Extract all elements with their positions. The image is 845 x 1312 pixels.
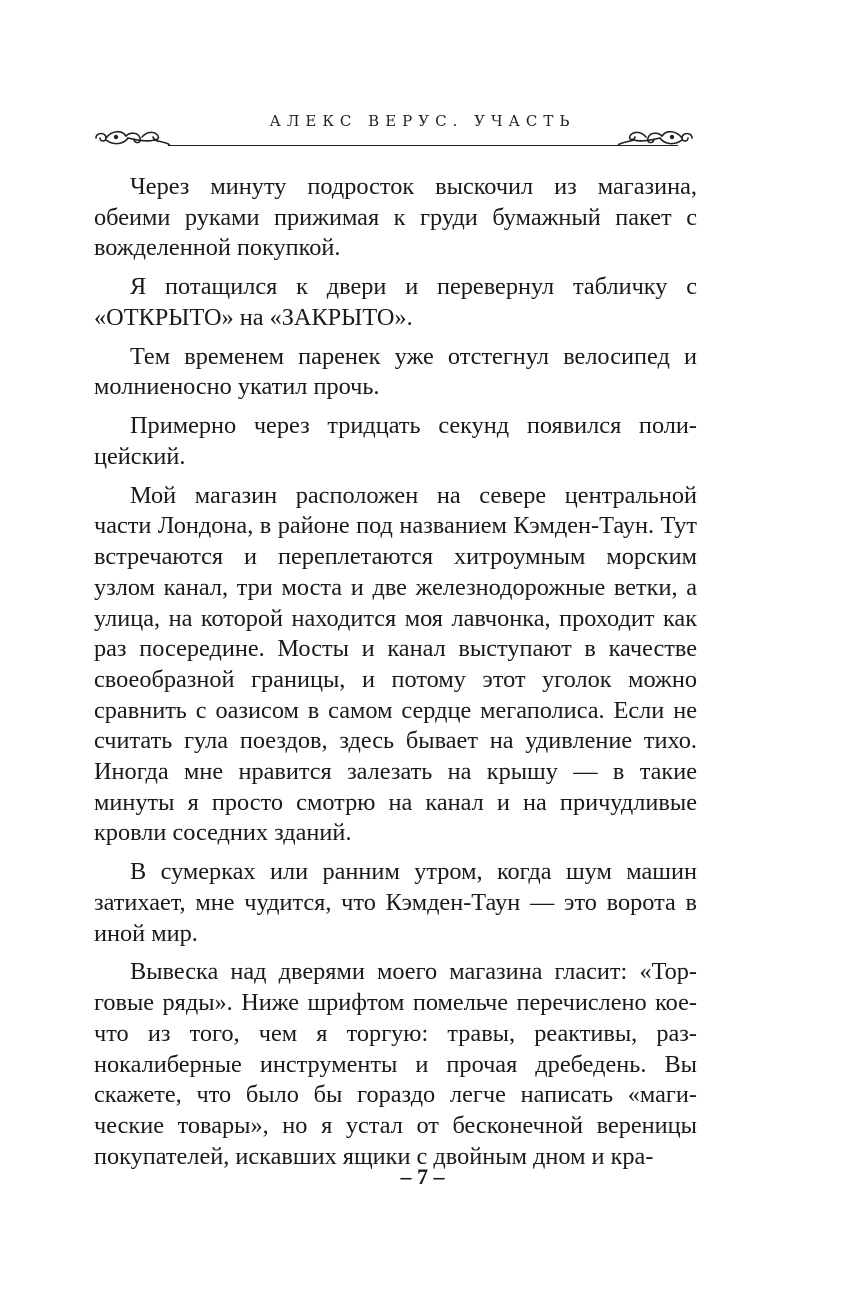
paragraph: В сумерках или ранним утром, когда шум машин затихает, мне чудится, что Кэмден-Таун — это ворота в иной мир. xyxy=(94,858,697,947)
running-head: АЛЕКС ВЕРУС. УЧАСТЬ xyxy=(269,112,576,130)
paragraph: Тем временем паренек уже отстегнул велосипед и молниеносно укатил прочь. xyxy=(94,342,697,401)
paragraph: Через минуту подросток выскочил из магазина, обеими руками прижимая к груди бумажный пакет с вожделенной покупкой. xyxy=(94,173,697,262)
paragraph: Я потащился к двери и перевернул табличку с «ОТКРЫТО» на «ЗАКРЫТО». xyxy=(94,273,697,331)
scroll-ornament-icon xyxy=(92,124,170,148)
paragraph: Вывеска над дверями моего магазина гласит: «Торговые ряды». Ниже шрифтом помельче перечислено кое-что из того, чем я торгую: травы, реактивы, разнокалиберные инструменты и прочая дребедень. Вы скажете, что было бы гораздо легче написать «магические товары», но я устал от бесконечной вереницы покупателей, искавших ящики с двойным дном и кра- xyxy=(94,958,697,1170)
page-number: – 7 – xyxy=(400,1164,445,1189)
paragraph: Мой магазин расположен на севере центральной части Лондона, в районе под названием Кэмден-Таун. Тут встречаются и переплетаются хитроумным морским узлом канал, три моста и две железнодорожные ветки, а улица, на которой находится моя лавчонка, проходит как раз посередине. Мосты и канал выступают в качестве своеобразной границы, и потому этот уголок можно сравнить с оазисом в самом сердце мегаполиса. Если не считать гула поездов, здесь бывает на удивление тихо. Иногда мне нравится залезать на крышу — в такие минуты я просто смотрю на канал и на причудливые кровли соседних зданий. xyxy=(94,481,697,847)
body-text xyxy=(94,172,697,1180)
scroll-ornament-icon xyxy=(618,124,696,148)
header-rule xyxy=(168,145,678,146)
paragraph: Примерно через тридцать секунд появился полицейский. xyxy=(94,412,697,470)
